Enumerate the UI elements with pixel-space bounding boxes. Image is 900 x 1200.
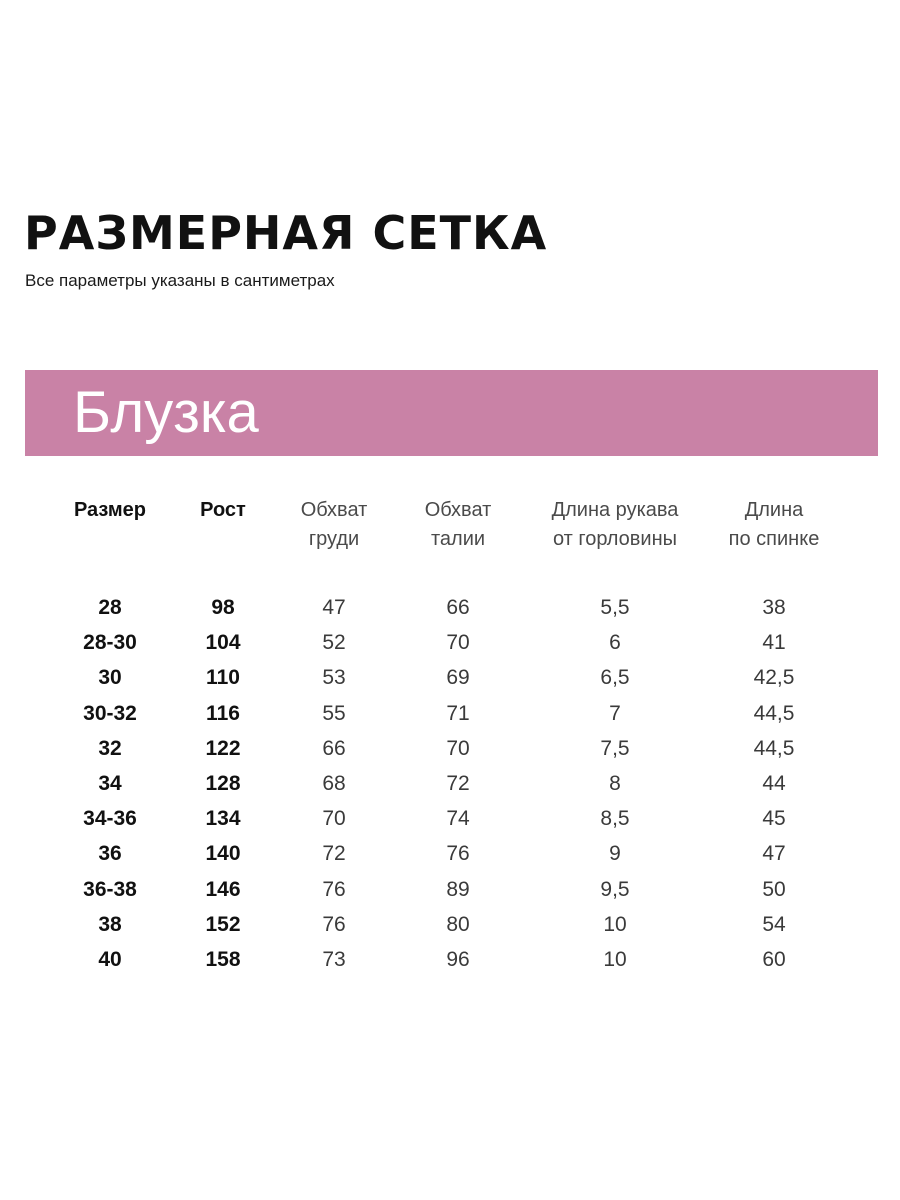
table-cell: 54 xyxy=(762,912,786,936)
table-cell: 116 xyxy=(206,701,240,725)
table-cell: 66 xyxy=(446,596,470,619)
table-cell: 128 xyxy=(205,772,241,795)
table-cell: 72 xyxy=(322,842,346,866)
table-cell: 66 xyxy=(322,736,346,760)
table-cell: 5,5 xyxy=(600,596,630,619)
table-cell: 122 xyxy=(205,736,241,760)
table-cell: 6 xyxy=(609,631,621,655)
table-cell: 52 xyxy=(322,631,346,655)
category-label: Блузка xyxy=(73,380,259,445)
table-cell: 28-30 xyxy=(83,631,137,655)
column-header: Длина xyxy=(744,499,804,521)
table-cell: 30 xyxy=(98,666,122,690)
table-cell: 6,5 xyxy=(600,666,630,690)
table-cell: 70 xyxy=(446,736,470,760)
table-cell: 158 xyxy=(205,948,241,971)
table-cell: 98 xyxy=(211,596,235,619)
table-cell: 80 xyxy=(446,912,470,936)
table-cell: 76 xyxy=(322,912,346,936)
page-title: РАЗМЕРНАЯ СЕТКА xyxy=(24,206,548,260)
table-cell: 34-36 xyxy=(83,807,137,831)
column-header: Длина рукава xyxy=(551,499,679,521)
table-cell: 8 xyxy=(609,772,621,795)
table-cell: 76 xyxy=(322,877,346,901)
table-cell: 36 xyxy=(98,842,122,866)
table-cell: 9 xyxy=(609,842,621,866)
table-cell: 70 xyxy=(446,631,470,655)
table-cell: 152 xyxy=(205,912,241,936)
table-cell: 10 xyxy=(603,948,627,971)
table-cell: 41 xyxy=(762,631,786,655)
table-cell: 8,5 xyxy=(600,807,630,831)
table-cell: 68 xyxy=(322,772,346,795)
column-header: груди xyxy=(308,528,360,550)
table-cell: 140 xyxy=(205,842,241,866)
table-cell: 73 xyxy=(322,948,346,971)
column-header: от горловины xyxy=(552,528,678,550)
table-cell: 7,5 xyxy=(600,736,630,760)
table-cell: 60 xyxy=(762,948,786,971)
table-cell: 44,5 xyxy=(753,701,795,725)
table-cell: 44,5 xyxy=(753,736,795,760)
table-cell: 34 xyxy=(98,772,122,795)
table-cell: 47 xyxy=(322,596,346,619)
table-cell: 96 xyxy=(446,948,470,971)
table-cell: 47 xyxy=(762,842,786,866)
table-cell: 36-38 xyxy=(83,877,137,901)
page-subtitle: Все параметры указаны в сантиметрах xyxy=(25,271,335,290)
table-cell: 72 xyxy=(446,772,470,795)
table-cell: 9,5 xyxy=(600,877,630,901)
table-cell: 38 xyxy=(762,596,786,619)
table-cell: 74 xyxy=(446,807,470,831)
table-cell: 10 xyxy=(603,912,627,936)
table-cell: 69 xyxy=(446,666,470,690)
table-cell: 32 xyxy=(98,736,122,760)
table-cell: 76 xyxy=(446,842,470,866)
column-header: Обхват xyxy=(424,499,492,521)
table-cell: 50 xyxy=(762,877,786,901)
table-cell: 40 xyxy=(98,948,122,971)
column-header: талии xyxy=(430,528,486,550)
table-cell: 42,5 xyxy=(753,666,795,690)
table-cell: 146 xyxy=(205,877,241,901)
column-header: Обхват xyxy=(300,499,368,521)
table-cell: 45 xyxy=(762,807,786,831)
table-cell: 55 xyxy=(322,701,346,725)
table-cell: 28 xyxy=(98,596,122,619)
table-cell: 44 xyxy=(762,772,786,795)
table-cell: 38 xyxy=(98,912,122,936)
table-cell: 70 xyxy=(322,807,346,831)
category-banner xyxy=(25,370,878,456)
column-header: Размер xyxy=(73,499,147,521)
table-cell: 104 xyxy=(205,631,241,655)
table-cell: 71 xyxy=(446,701,470,725)
table-cell: 89 xyxy=(446,877,470,901)
column-header: Рост xyxy=(200,499,246,521)
column-header: по спинке xyxy=(728,528,820,550)
table-cell: 30-32 xyxy=(83,701,137,725)
table-cell: 53 xyxy=(322,666,346,690)
table-cell: 110 xyxy=(206,666,240,690)
table-cell: 7 xyxy=(609,701,621,725)
table-cell: 134 xyxy=(205,807,241,831)
